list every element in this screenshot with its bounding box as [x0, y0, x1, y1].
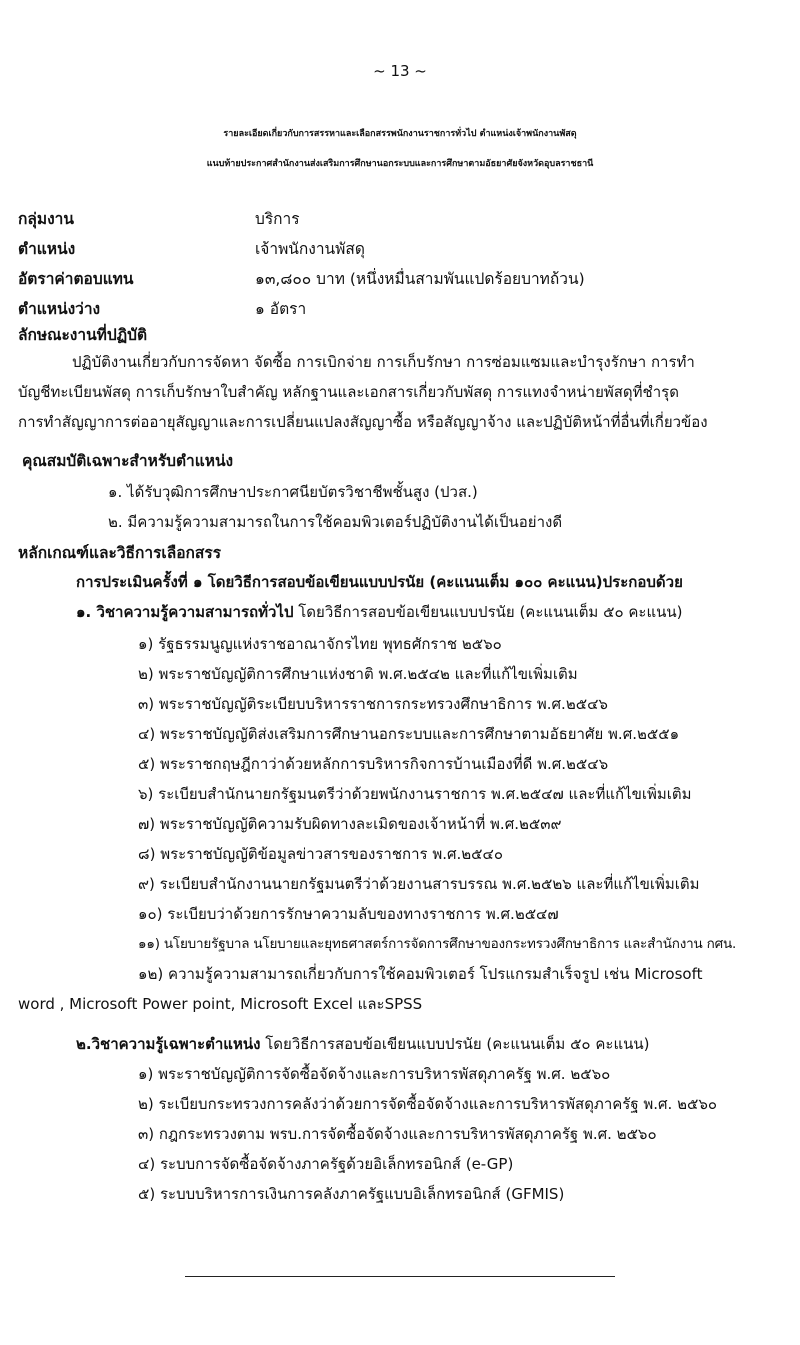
subject-2-title: ๒.วิชาความรู้เฉพาะตำแหน่ง: [76, 1035, 261, 1053]
info-value-group: บริการ: [255, 210, 300, 228]
subject-2-heading: [76, 1032, 649, 1056]
subject-1-item-12: ๑๒) ความรู้ความสามารถเกี่ยวกับการใช้คอมพิวเตอร์ โปรแกรมสำเร็จรูป เช่น Microsoft: [138, 965, 703, 983]
subject-2-desc: โดยวิธีการสอบข้อเขียนแบบปรนัย (คะแนนเต็ม ๕๐ คะแนน): [265, 1035, 650, 1053]
subject-1-item-3: ๓) พระราชบัญญัติระเบียบบริหารราชการกระทรวงศึกษาธิการ พ.ศ.๒๕๔๖: [138, 695, 608, 713]
qualification-item-2: ๒. มีความรู้ความสามารถในการใช้คอมพิวเตอร์ปฏิบัติงานได้เป็นอย่างดี: [108, 513, 563, 531]
subject-1-item-4: ๔) พระราชบัญญัติส่งเสริมการศึกษานอกระบบและการศึกษาตามอัธยาศัย พ.ศ.๒๕๕๑: [138, 725, 680, 743]
subject-2-item-5: ๕) ระบบบริหารการเงินการคลังภาครัฐแบบอิเล็กทรอนิกส์ (GFMIS): [138, 1185, 565, 1203]
subject-1-item-2: ๒) พระราชบัญญัติการศึกษาแห่งชาติ พ.ศ.๒๕๔๒ และที่แก้ไขเพิ่มเติม: [138, 665, 578, 683]
info-value-vacancy: ๑ อัตรา: [255, 300, 307, 318]
subject-1-item-6: ๖) ระเบียบสำนักนายกรัฐมนตรีว่าด้วยพนักงานราชการ พ.ศ.๒๕๔๗ และที่แก้ไขเพิ่มเติม: [138, 785, 692, 803]
criteria-heading: หลักเกณฑ์และวิธีการเลือกสรร: [18, 544, 222, 562]
subject-1-item-1: ๑) รัฐธรรมนูญแห่งราชอาณาจักรไทย พุทธศักราช ๒๕๖๐: [138, 635, 502, 653]
info-value-position: เจ้าพนักงานพัสดุ: [255, 240, 365, 258]
subject-1-item-12-continued: word , Microsoft Power point, Microsoft Excel และSPSS: [18, 995, 423, 1013]
subject-1-item-7: ๗) พระราชบัญญัติความรับผิดทางละเมิดของเจ้าหน้าที่ พ.ศ.๒๕๓๙: [138, 815, 562, 833]
info-value-salary: ๑๓,๘๐๐ บาท (หนึ่งหมื่นสามพันแปดร้อยบาทถ้วน): [255, 270, 585, 288]
subject-1-heading: [76, 600, 683, 624]
subject-1-item-9: ๙) ระเบียบสำนักงานนายกรัฐมนตรีว่าด้วยงานสารบรรณ พ.ศ.๒๕๒๖ และที่แก้ไขเพิ่มเติม: [138, 875, 700, 893]
duties-line-2: บัญชีทะเบียนพัสดุ การเก็บรักษาใบสำคัญ หลักฐานและเอกสารเกี่ยวกับพัสดุ การแทงจำหน่ายพัสดุที่ชำรุด: [18, 383, 679, 401]
title-line-2: แนบท้ายประกาศสำนักงานส่งเสริมการศึกษานอกระบบและการศึกษาตามอัธยาศัยจังหวัดอุบลราชธานี: [206, 159, 594, 169]
subject-1-item-8: ๘) พระราชบัญญัติข้อมูลข่าวสารของราชการ พ.ศ.๒๕๔๐: [138, 845, 504, 863]
subject-1-item-5: ๕) พระราชกฤษฎีกาว่าด้วยหลักการบริหารกิจการบ้านเมืองที่ดี พ.ศ.๒๕๔๖: [138, 755, 609, 773]
subject-2-item-2: ๒) ระเบียบกระทรวงการคลังว่าด้วยการจัดซื้อจัดจ้างและการบริหารพัสดุภาครัฐ พ.ศ. ๒๕๖๐: [138, 1095, 718, 1113]
duties-heading: ลักษณะงานที่ปฏิบัติ: [18, 326, 148, 344]
subject-1-desc: โดยวิธีการสอบข้อเขียนแบบปรนัย (คะแนนเต็ม ๕๐ คะแนน): [298, 603, 683, 621]
subject-2-item-1: ๑) พระราชบัญญัติการจัดซื้อจัดจ้างและการบริหารพัสดุภาครัฐ พ.ศ. ๒๕๖๐: [138, 1065, 611, 1083]
duties-line-3: การทำสัญญาการต่ออายุสัญญาและการเปลี่ยนแปลงสัญญาซื้อ หรือสัญญาจ้าง และปฏิบัติหน้าที่อื่นที่เกี่ยวข้อง: [18, 413, 708, 431]
info-label-salary: อัตราค่าตอบแทน: [18, 270, 134, 288]
duties-line-1: ปฏิบัติงานเกี่ยวกับการจัดหา จัดซื้อ การเบิกจ่าย การเก็บรักษา การซ่อมแซมและบำรุงรักษา การทำ: [72, 353, 695, 371]
subject-1-title: ๑. วิชาความรู้ความสามารถทั่วไป: [76, 603, 294, 621]
info-label-group: กลุ่มงาน: [18, 210, 74, 228]
subject-2-item-4: ๔) ระบบการจัดซื้อจัดจ้างภาครัฐด้วยอิเล็กทรอนิกส์ (e-GP): [138, 1155, 514, 1173]
info-label-position: ตำแหน่ง: [18, 240, 76, 258]
title-line-1: รายละเอียดเกี่ยวกับการสรรหาและเลือกสรรพนักงานราชการทั่วไป ตำแหน่งเจ้าพนักงานพัสดุ: [223, 129, 577, 139]
subject-1-item-11: ๑๑) นโยบายรัฐบาล นโยบายและยุทธศาสตร์การจัดการศึกษาของกระทรวงศึกษาธิการ และสำนักงาน กศน.: [138, 936, 737, 952]
assessment-1-heading: การประเมินครั้งที่ ๑ โดยวิธีการสอบข้อเขียนแบบปรนัย (คะแนนเต็ม ๑๐๐ คะแนน)ประกอบด้วย: [76, 573, 683, 591]
subject-1-item-10: ๑๐) ระเบียบว่าด้วยการรักษาความลับของทางราชการ พ.ศ.๒๕๔๗: [138, 905, 559, 923]
qualifications-heading: คุณสมบัติเฉพาะสำหรับตำแหน่ง: [22, 452, 234, 470]
end-divider: [185, 1276, 615, 1277]
page-number: ~ 13 ~: [373, 62, 427, 80]
qualification-item-1: ๑. ได้รับวุฒิการศึกษาประกาศนียบัตรวิชาชีพชั้นสูง (ปวส.): [108, 483, 478, 501]
info-label-vacancy: ตำแหน่งว่าง: [18, 300, 101, 318]
subject-2-item-3: ๓) กฎกระทรวงตาม พรบ.การจัดซื้อจัดจ้างและการบริหารพัสดุภาครัฐ พ.ศ. ๒๕๖๐: [138, 1125, 657, 1143]
